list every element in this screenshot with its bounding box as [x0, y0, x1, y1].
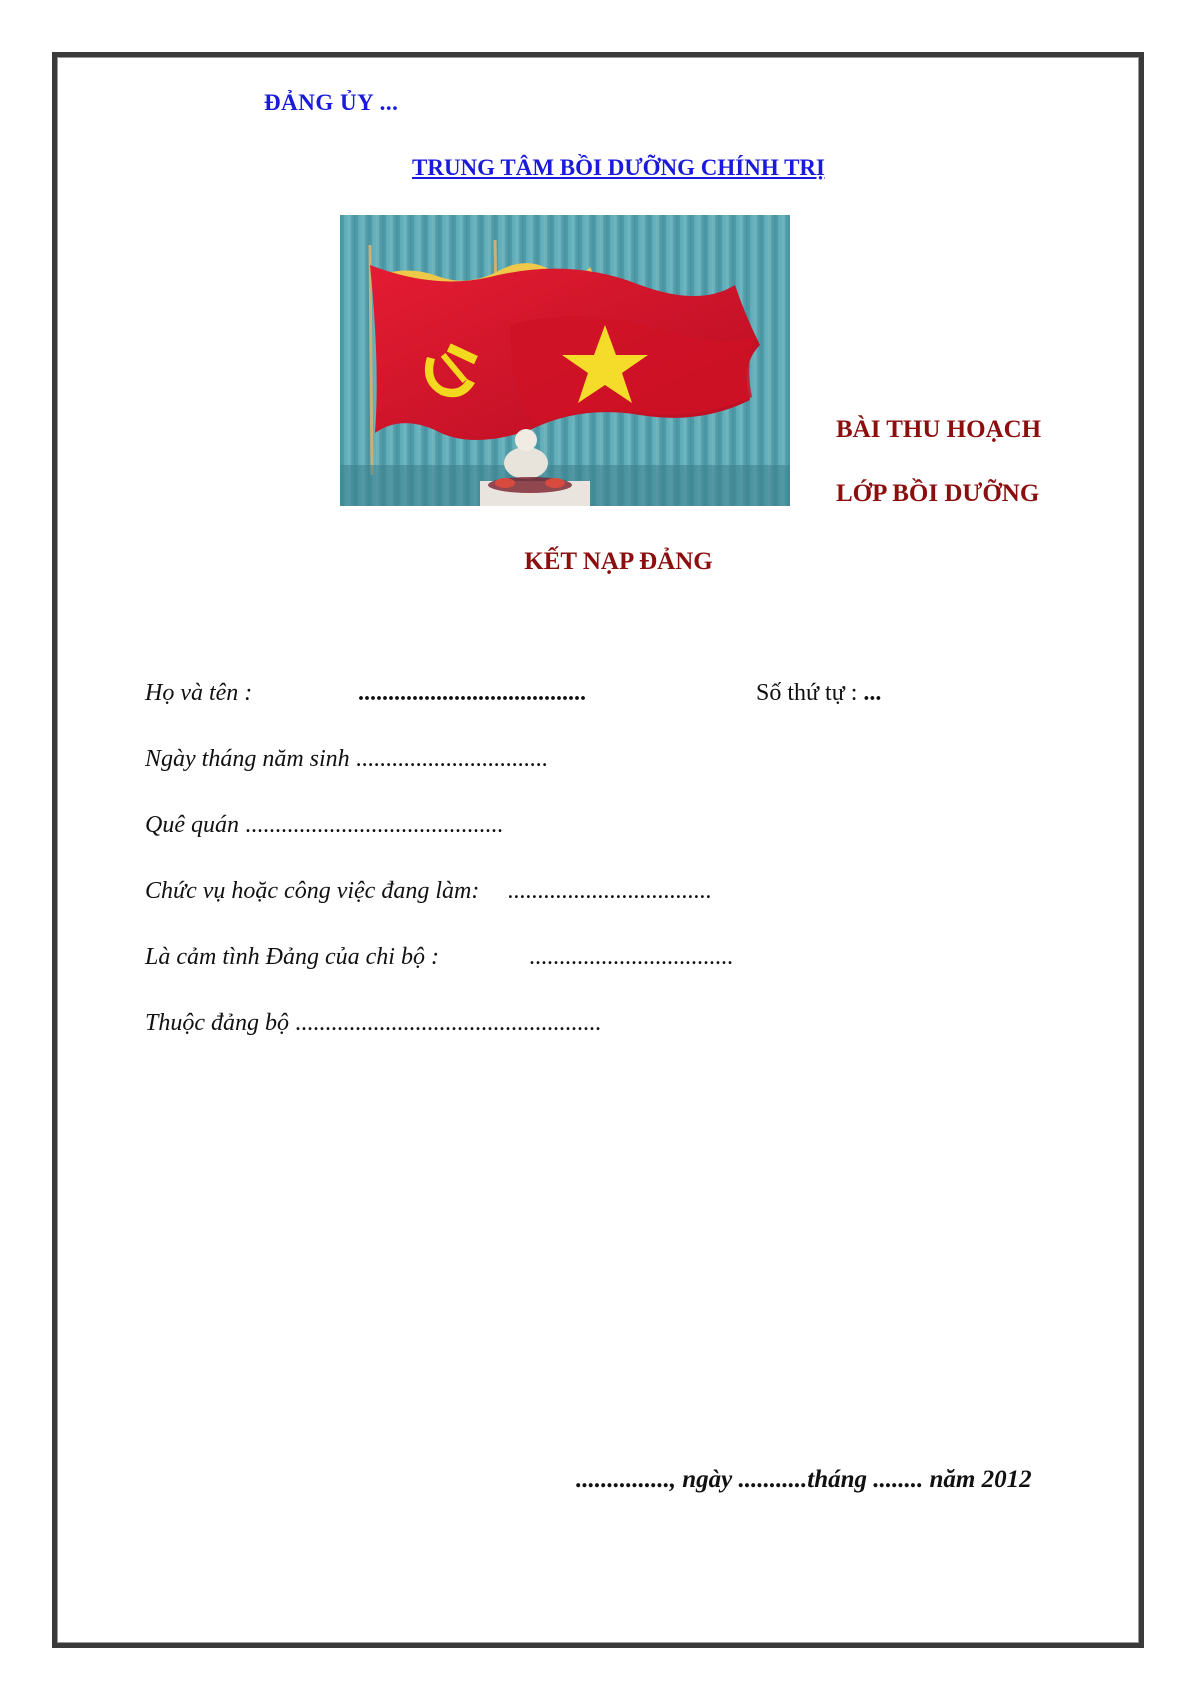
dob-value: ................................ — [355, 746, 548, 772]
job-value: .................................. — [507, 878, 712, 904]
order-number-field — [756, 680, 881, 707]
order-value: ... — [863, 680, 882, 706]
organization-heading: ĐẢNG ỦY ... — [264, 90, 399, 115]
name-field-value: ...................................... — [358, 680, 586, 706]
hometown-value: ........................................... — [244, 812, 503, 838]
job-field — [145, 878, 711, 905]
branch-label: Là cảm tình Đảng của chi bộ : — [145, 944, 439, 970]
dob-label: Ngày tháng năm sinh — [145, 746, 350, 772]
party-committee-field — [145, 1010, 601, 1037]
bust-statue — [504, 447, 548, 479]
order-label: Số thứ tự : — [756, 680, 858, 706]
title-ket-nap-dang: KẾT NẠP ĐẢNG — [524, 548, 713, 575]
hometown-field — [145, 812, 503, 839]
center-name-heading: TRUNG TÂM BỒI DƯỠNG CHÍNH TRỊ — [412, 155, 825, 180]
title-lop-boi-duong: LỚP BỒI DƯỠNG — [836, 480, 1040, 507]
title-bai-thu-hoach: BÀI THU HOẠCH — [836, 416, 1042, 443]
party-flag-photo — [340, 215, 790, 506]
name-field-label — [145, 680, 252, 707]
job-label: Chức vụ hoặc công việc đang làm: — [145, 878, 480, 904]
hometown-label: Quê quán — [145, 812, 239, 838]
party-value: ................................................... — [295, 1010, 601, 1036]
date-line: ..............., ngày ...........tháng ........ năm 2012 — [576, 1466, 1032, 1493]
party-label: Thuộc đảng bộ — [145, 1010, 289, 1036]
name-label: Họ và tên : — [145, 680, 253, 706]
branch-value: .................................. — [528, 944, 733, 970]
dob-field — [145, 746, 548, 773]
branch-field — [145, 944, 733, 971]
